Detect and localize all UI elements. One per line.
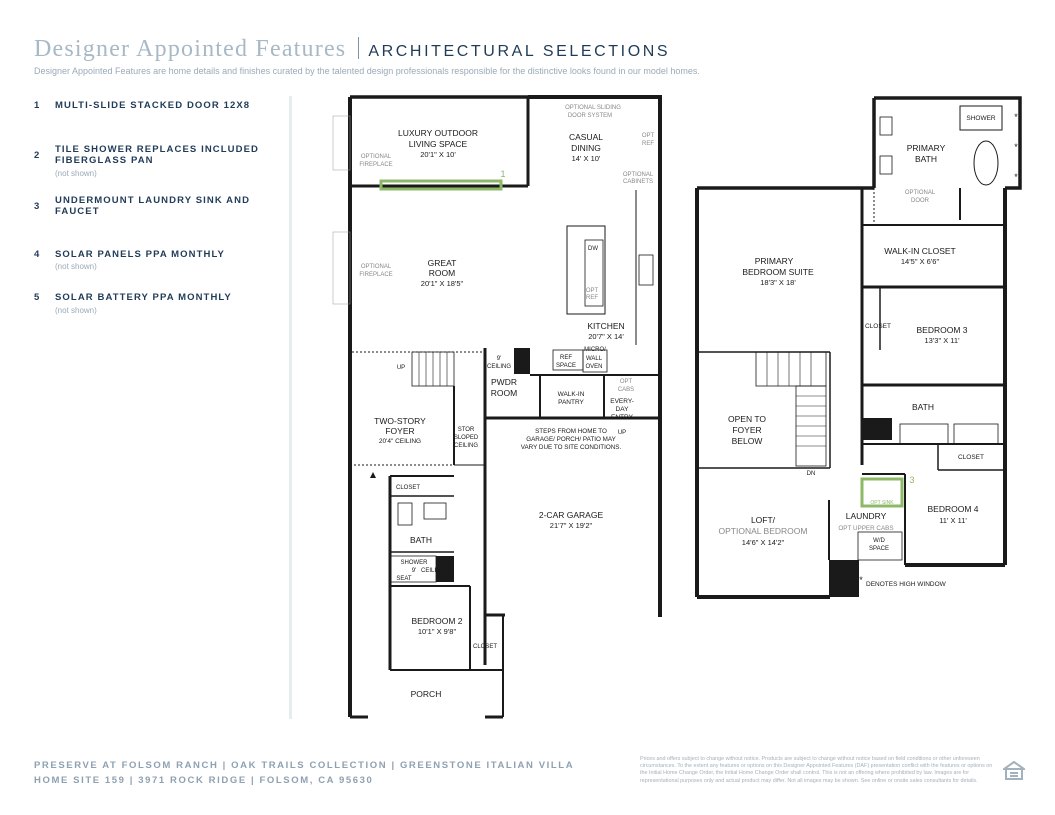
room-dimension: 11' X 11': [939, 516, 967, 525]
stair-label: UP: [617, 430, 627, 436]
room-label: BATH: [911, 402, 935, 412]
page-subtitle: ARCHITECTURAL SELECTIONS: [368, 43, 671, 60]
room-label: PRIMARY: [754, 256, 794, 266]
room-label: BEDROOM 4: [927, 504, 979, 514]
room-note: WALL: [585, 356, 603, 362]
feature-title: UNDERMOUNT LAUNDRY SINK AND FAUCET: [55, 194, 251, 217]
site-note: GARAGE/ PORCH/ PATIO MAY: [526, 436, 616, 443]
room-label: FOYER: [385, 426, 415, 436]
room-note: OPT: [585, 288, 599, 294]
room-label: LUXURY OUTDOOR: [398, 128, 478, 138]
room-label: EVERY-: [610, 398, 634, 405]
room-label: BEDROOM 2: [411, 616, 463, 626]
room-dimension: 14' X 10': [571, 154, 601, 163]
feature-note: (not shown): [55, 262, 97, 271]
feature-number: 1: [34, 100, 40, 111]
room-note: SLOPED: [453, 435, 479, 441]
room-note: CEILING: [486, 364, 512, 370]
room-note: OPTIONAL: [360, 154, 392, 160]
room-note: OPTIONAL: [622, 172, 654, 178]
room-label: CASUAL: [568, 132, 604, 142]
room-dimension: 21'7" X 19'2": [549, 521, 593, 530]
feature-title: MULTI-SLIDE STACKED DOOR 12X8: [55, 100, 251, 111]
room-label: PANTRY: [558, 399, 584, 406]
room-label: DAY: [615, 406, 629, 413]
room-note: OPTIONAL: [904, 190, 936, 196]
room-label: LIVING SPACE: [408, 139, 468, 149]
appliance-label: DW: [588, 246, 598, 252]
room-label: KITCHEN: [587, 321, 625, 331]
site-note: STEPS FROM HOME TO: [535, 428, 607, 435]
room-note: OPTIONAL: [360, 264, 392, 270]
room-label: STOR: [870, 426, 888, 433]
room-dimension: 18'3" X 18': [760, 278, 796, 287]
room-label: PRIMARY: [906, 143, 946, 153]
feature-number: 2: [34, 149, 40, 161]
room-note: SEAT: [396, 576, 412, 582]
room-note: 9': [411, 568, 417, 574]
room-note: OPT UPPER CABS: [838, 525, 894, 532]
room-dimension: 20'7" X 14': [588, 332, 624, 341]
room-label: PORCH: [410, 689, 442, 699]
room-label: BEDROOM 3: [916, 325, 968, 335]
stair-label: DN: [806, 471, 816, 477]
room-note: SPACE: [869, 546, 889, 552]
room-label: WALK-IN CLOSET: [884, 246, 956, 256]
room-dimension: 10'1" X 9'8": [417, 627, 457, 636]
room-label: BELOW: [731, 436, 763, 446]
footer-address: HOME SITE 159 | 3971 ROCK RIDGE | FOLSOM, CA 95630: [34, 775, 374, 786]
room-note: REF: [586, 295, 598, 301]
room-label: CLOSET: [395, 485, 421, 491]
room-label: DINING: [571, 143, 601, 153]
page-title: Designer Appointed Features: [34, 36, 347, 62]
room-note: SPACE: [556, 363, 576, 369]
feature-number: 4: [34, 248, 40, 260]
room-note: CABINETS: [622, 179, 654, 185]
room-note: SHOWER: [966, 115, 996, 122]
room-note: OPT: [641, 133, 655, 139]
high-window-marker: *: [1014, 172, 1018, 182]
room-note: STOR: [457, 427, 475, 433]
room-note: CEILING: [453, 443, 479, 449]
room-label: TWO-STORY: [374, 416, 426, 426]
legal-disclaimer: Prices and offers subject to change without notice. Products are subject to change without notice based on field conditions or other unforeseen circumstances. To the extent any features or options on this Designer Appointed Features (DAF) presentation conflict with the features or options on the Initial Home Change Order, the Initial Home Change Order shall control. This is not an offering where prohibited by law. Images are for representational purposes only and actual product may differ. Not all images may be shown. See online or onsite sales consultants for details.: [640, 756, 993, 784]
room-note: SHOWER: [400, 560, 428, 566]
room-label: CLOSET: [957, 454, 985, 461]
room-label: CLOSET: [472, 644, 498, 650]
room-label: WALK-IN: [557, 391, 585, 398]
room-label: 2-CAR GARAGE: [538, 510, 604, 520]
feature-note: (not shown): [55, 168, 97, 178]
room-note: DOOR: [911, 198, 929, 204]
stair-label: UP: [396, 365, 406, 371]
feature-title: SOLAR PANELS PPA MONTHLY: [55, 248, 225, 260]
room-dimension: 13'3" X 11': [924, 336, 960, 345]
room-dimension: 20'1" X 10': [420, 150, 456, 159]
room-dimension: 20'1" X 18'5": [420, 279, 464, 288]
room-label: BATH: [914, 154, 938, 164]
room-dimension: 14'5" X 6'6": [900, 257, 940, 266]
room-note: OPT: [619, 379, 633, 385]
site-note: VARY DUE TO SITE CONDITIONS.: [520, 444, 622, 451]
room-note: OPT SINK: [870, 500, 894, 506]
room-label: ROOM: [428, 268, 456, 278]
footer-community: PRESERVE AT FOLSOM RANCH | OAK TRAILS COLLECTION | GREENSTONE ITALIAN VILLA: [34, 760, 575, 771]
room-dimension: 14'6" X 14'2": [741, 538, 785, 547]
room-label: FOYER: [732, 425, 762, 435]
room-note: OVEN: [585, 364, 603, 370]
room-label: OPEN TO: [728, 414, 766, 424]
feature-marker: 3: [909, 475, 915, 485]
high-window-marker: *: [1014, 112, 1018, 122]
room-label: ENTRY: [611, 414, 633, 421]
feature-number: 3: [34, 200, 40, 212]
room-label: CLOSET: [864, 323, 892, 330]
room-note: FIREPLACE: [359, 272, 393, 278]
legend-asterisk: *: [859, 575, 863, 585]
room-label: BATH: [409, 535, 433, 545]
room-note: OPTIONAL SLIDING: [565, 105, 621, 111]
room-label: LAUNDRY: [845, 511, 887, 521]
room-label: OPTIONAL BEDROOM: [718, 526, 808, 536]
feature-note: (not shown): [55, 305, 97, 315]
room-note: REF: [560, 355, 572, 361]
room-label: BEDROOM SUITE: [742, 267, 814, 277]
room-note: W/D: [873, 538, 885, 544]
room-note: MICRO/: [584, 347, 606, 353]
feature-number: 5: [34, 292, 40, 303]
room-dimension: 20'4" CEILING: [378, 438, 422, 445]
room-label: LOFT/: [750, 515, 776, 525]
feature-title: TILE SHOWER REPLACES INCLUDED FIBERGLASS PAN: [55, 143, 259, 166]
page-description: Designer Appointed Features are home details and finishes curated by the talented design professionals responsible for the distinctive looks found in our model homes.: [34, 66, 700, 76]
room-label: GREAT: [427, 258, 457, 268]
feature-marker: 1: [500, 169, 506, 179]
room-note: CABS: [617, 387, 635, 393]
room-note: FIREPLACE: [359, 162, 393, 168]
equal-housing-icon: [1003, 760, 1025, 784]
high-window-marker: *: [1014, 142, 1018, 152]
second-floor-plan: [697, 98, 1020, 597]
room-label: ROOM: [490, 388, 518, 398]
room-label: PWDR: [491, 377, 517, 387]
room-note: REF: [642, 141, 654, 147]
feature-title: SOLAR BATTERY PPA MONTHLY: [55, 292, 232, 303]
high-window-legend: DENOTES HIGH WINDOW: [866, 581, 946, 588]
room-note: 9': [496, 356, 502, 362]
room-note: CEILING: [421, 568, 446, 574]
room-note: DOOR SYSTEM: [567, 113, 613, 119]
